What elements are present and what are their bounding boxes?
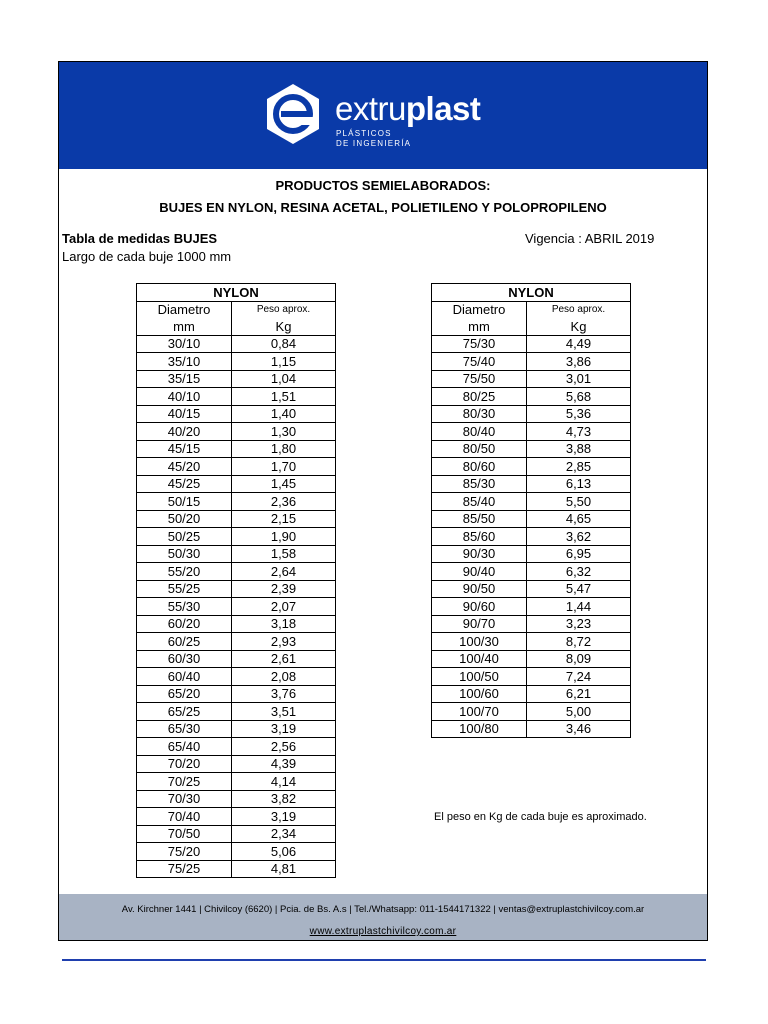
weight-cell: 2,64 <box>232 563 336 581</box>
table-row <box>137 808 336 826</box>
column-unit-kg: Kg <box>232 318 336 335</box>
diameter-cell: 75/50 <box>432 370 527 388</box>
column-unit-mm: mm <box>137 318 232 335</box>
table-row <box>137 475 336 493</box>
weight-cell: 6,32 <box>527 563 631 581</box>
diameter-cell: 70/25 <box>137 773 232 791</box>
table-row <box>432 528 631 546</box>
table-row <box>432 405 631 423</box>
weight-cell: 6,95 <box>527 545 631 563</box>
table-row <box>137 668 336 686</box>
table-row <box>137 720 336 738</box>
column-unit-mm: mm <box>432 318 527 335</box>
diameter-cell: 100/40 <box>432 650 527 668</box>
document-frame <box>58 61 708 941</box>
table-row <box>137 493 336 511</box>
diameter-cell: 100/30 <box>432 633 527 651</box>
diameter-cell: 80/60 <box>432 458 527 476</box>
table-row <box>432 423 631 441</box>
diameter-cell: 80/25 <box>432 388 527 406</box>
diameter-cell: 45/15 <box>137 440 232 458</box>
weight-cell: 1,51 <box>232 388 336 406</box>
diameter-cell: 85/50 <box>432 510 527 528</box>
weight-cell: 3,76 <box>232 685 336 703</box>
diameter-cell: 50/20 <box>137 510 232 528</box>
weight-cell: 1,44 <box>527 598 631 616</box>
table-row <box>432 685 631 703</box>
diameter-cell: 70/40 <box>137 808 232 826</box>
diameter-cell: 85/30 <box>432 475 527 493</box>
diameter-cell: 75/25 <box>137 860 232 878</box>
table-material-header: NYLON <box>137 284 336 302</box>
weight-cell: 2,15 <box>232 510 336 528</box>
weight-cell: 2,36 <box>232 493 336 511</box>
table-row <box>137 773 336 791</box>
table-material-header: NYLON <box>432 284 631 302</box>
table-row <box>137 510 336 528</box>
table-row <box>137 825 336 843</box>
weight-cell: 4,49 <box>527 335 631 353</box>
length-info: Largo de cada buje 1000 mm <box>62 249 232 264</box>
table-row <box>432 598 631 616</box>
table-row <box>137 458 336 476</box>
table-row <box>137 685 336 703</box>
weight-cell: 1,80 <box>232 440 336 458</box>
diameter-cell: 70/20 <box>137 755 232 773</box>
diameter-cell: 85/40 <box>432 493 527 511</box>
brand-name-light: extru <box>335 90 406 127</box>
diameter-cell: 90/60 <box>432 598 527 616</box>
column-header-diameter: Diametro <box>137 301 232 318</box>
weight-cell: 2,85 <box>527 458 631 476</box>
weight-cell: 3,46 <box>527 720 631 738</box>
bottom-divider <box>62 959 706 961</box>
diameter-cell: 90/30 <box>432 545 527 563</box>
diameter-cell: 55/30 <box>137 598 232 616</box>
weight-cell: 8,09 <box>527 650 631 668</box>
weight-cell: 3,51 <box>232 703 336 721</box>
table-row <box>137 405 336 423</box>
diameter-cell: 80/40 <box>432 423 527 441</box>
table-row <box>137 790 336 808</box>
weight-cell: 2,61 <box>232 650 336 668</box>
table-row <box>432 703 631 721</box>
table-row <box>137 703 336 721</box>
header-banner <box>59 62 707 169</box>
table-row <box>432 668 631 686</box>
weight-cell: 5,50 <box>527 493 631 511</box>
weight-cell: 3,19 <box>232 720 336 738</box>
weight-cell: 1,40 <box>232 405 336 423</box>
table-row <box>432 388 631 406</box>
table-row <box>432 510 631 528</box>
weight-cell: 2,56 <box>232 738 336 756</box>
weight-cell: 2,93 <box>232 633 336 651</box>
weight-note: El peso en Kg de cada buje es aproximado. <box>434 811 647 823</box>
diameter-cell: 90/70 <box>432 615 527 633</box>
table-row <box>137 335 336 353</box>
table-row <box>432 335 631 353</box>
weight-cell: 3,18 <box>232 615 336 633</box>
diameter-cell: 65/20 <box>137 685 232 703</box>
column-unit-kg: Kg <box>527 318 631 335</box>
table-row <box>137 738 336 756</box>
column-header-weight: Peso aprox. <box>527 301 631 318</box>
diameter-cell: 80/50 <box>432 440 527 458</box>
diameter-cell: 30/10 <box>137 335 232 353</box>
weight-cell: 4,73 <box>527 423 631 441</box>
table-row <box>137 423 336 441</box>
table-row <box>432 580 631 598</box>
table-row <box>432 458 631 476</box>
weight-cell: 6,13 <box>527 475 631 493</box>
table-row <box>137 755 336 773</box>
weight-cell: 2,34 <box>232 825 336 843</box>
doc-subtitle: BUJES EN NYLON, RESINA ACETAL, POLIETILENO Y POLOPROPILENO <box>159 200 607 215</box>
diameter-cell: 100/60 <box>432 685 527 703</box>
weight-cell: 2,07 <box>232 598 336 616</box>
table-row <box>137 598 336 616</box>
brand-name-bold: plast <box>405 90 481 127</box>
table-row <box>137 860 336 878</box>
weight-cell: 1,45 <box>232 475 336 493</box>
diameter-cell: 50/15 <box>137 493 232 511</box>
diameter-cell: 60/25 <box>137 633 232 651</box>
weight-cell: 5,68 <box>527 388 631 406</box>
diameter-cell: 65/30 <box>137 720 232 738</box>
weight-cell: 3,62 <box>527 528 631 546</box>
column-header-diameter: Diametro <box>432 301 527 318</box>
table-row <box>432 475 631 493</box>
brand-name <box>335 92 480 125</box>
diameter-cell: 65/40 <box>137 738 232 756</box>
table-row <box>432 370 631 388</box>
diameter-cell: 40/10 <box>137 388 232 406</box>
weight-cell: 3,86 <box>527 353 631 371</box>
table-row <box>432 650 631 668</box>
website-link[interactable]: www.extruplastchivilcoy.com.ar <box>309 926 457 937</box>
diameter-cell: 55/20 <box>137 563 232 581</box>
diameter-cell: 35/15 <box>137 370 232 388</box>
weight-cell: 1,15 <box>232 353 336 371</box>
diameter-cell: 60/30 <box>137 650 232 668</box>
brand-logo <box>261 82 521 152</box>
weight-cell: 1,70 <box>232 458 336 476</box>
diameter-cell: 40/15 <box>137 405 232 423</box>
diameter-cell: 45/25 <box>137 475 232 493</box>
weight-cell: 5,36 <box>527 405 631 423</box>
diameter-cell: 55/25 <box>137 580 232 598</box>
diameter-cell: 90/50 <box>432 580 527 598</box>
weight-cell: 2,39 <box>232 580 336 598</box>
weight-cell: 3,82 <box>232 790 336 808</box>
weight-cell: 7,24 <box>527 668 631 686</box>
weight-cell: 1,04 <box>232 370 336 388</box>
diameter-cell: 70/30 <box>137 790 232 808</box>
diameter-cell: 70/50 <box>137 825 232 843</box>
table-row <box>137 563 336 581</box>
diameter-cell: 100/70 <box>432 703 527 721</box>
table-row <box>432 615 631 633</box>
brand-tagline: PLÁSTICOS DE INGENIERÍA <box>336 129 412 148</box>
diameter-cell: 40/20 <box>137 423 232 441</box>
table-row <box>137 615 336 633</box>
weight-cell: 5,47 <box>527 580 631 598</box>
table-row <box>137 353 336 371</box>
diameter-cell: 75/20 <box>137 843 232 861</box>
diameter-cell: 60/40 <box>137 668 232 686</box>
table-row <box>137 370 336 388</box>
diameter-cell: 35/10 <box>137 353 232 371</box>
validity-date: Vigencia : ABRIL 2019 <box>525 231 655 246</box>
weight-cell: 8,72 <box>527 633 631 651</box>
diameter-cell: 75/40 <box>432 353 527 371</box>
diameter-cell: 60/20 <box>137 615 232 633</box>
extruplast-logo-icon <box>261 82 325 146</box>
diameter-cell: 50/25 <box>137 528 232 546</box>
diameter-cell: 90/40 <box>432 563 527 581</box>
diameter-cell: 100/50 <box>432 668 527 686</box>
diameter-cell: 80/30 <box>432 405 527 423</box>
contact-address: Av. Kirchner 1441 | Chivilcoy (6620) | Pcia. de Bs. A.s | Tel./Whatsapp: 011-1544171322 | ventas@extruplastchivilcoy.com.ar <box>121 904 645 915</box>
bujes-table-left <box>136 283 336 878</box>
table-row <box>137 633 336 651</box>
weight-cell: 3,19 <box>232 808 336 826</box>
doc-title: PRODUCTOS SEMIELABORADOS: <box>275 178 491 193</box>
weight-cell: 3,01 <box>527 370 631 388</box>
diameter-cell: 100/80 <box>432 720 527 738</box>
weight-cell: 1,30 <box>232 423 336 441</box>
weight-cell: 1,90 <box>232 528 336 546</box>
table-row <box>137 545 336 563</box>
weight-cell: 6,21 <box>527 685 631 703</box>
table-label: Tabla de medidas BUJES <box>62 231 218 246</box>
weight-cell: 2,08 <box>232 668 336 686</box>
weight-cell: 4,81 <box>232 860 336 878</box>
table-row <box>432 633 631 651</box>
table-row <box>137 843 336 861</box>
table-row <box>432 563 631 581</box>
weight-cell: 0,84 <box>232 335 336 353</box>
diameter-cell: 85/60 <box>432 528 527 546</box>
table-row <box>432 353 631 371</box>
table-row <box>432 720 631 738</box>
weight-cell: 4,65 <box>527 510 631 528</box>
weight-cell: 5,00 <box>527 703 631 721</box>
table-row <box>137 440 336 458</box>
bujes-table-right <box>431 283 631 738</box>
table-row <box>137 388 336 406</box>
diameter-cell: 65/25 <box>137 703 232 721</box>
weight-cell: 3,88 <box>527 440 631 458</box>
weight-cell: 4,39 <box>232 755 336 773</box>
diameter-cell: 45/20 <box>137 458 232 476</box>
footer-bar <box>59 894 707 941</box>
weight-cell: 5,06 <box>232 843 336 861</box>
diameter-cell: 75/30 <box>432 335 527 353</box>
table-row <box>137 650 336 668</box>
table-row <box>432 493 631 511</box>
table-row <box>137 580 336 598</box>
weight-cell: 4,14 <box>232 773 336 791</box>
table-row <box>432 545 631 563</box>
weight-cell: 3,23 <box>527 615 631 633</box>
table-row <box>432 440 631 458</box>
weight-cell: 1,58 <box>232 545 336 563</box>
table-row <box>137 528 336 546</box>
column-header-weight: Peso aprox. <box>232 301 336 318</box>
diameter-cell: 50/30 <box>137 545 232 563</box>
